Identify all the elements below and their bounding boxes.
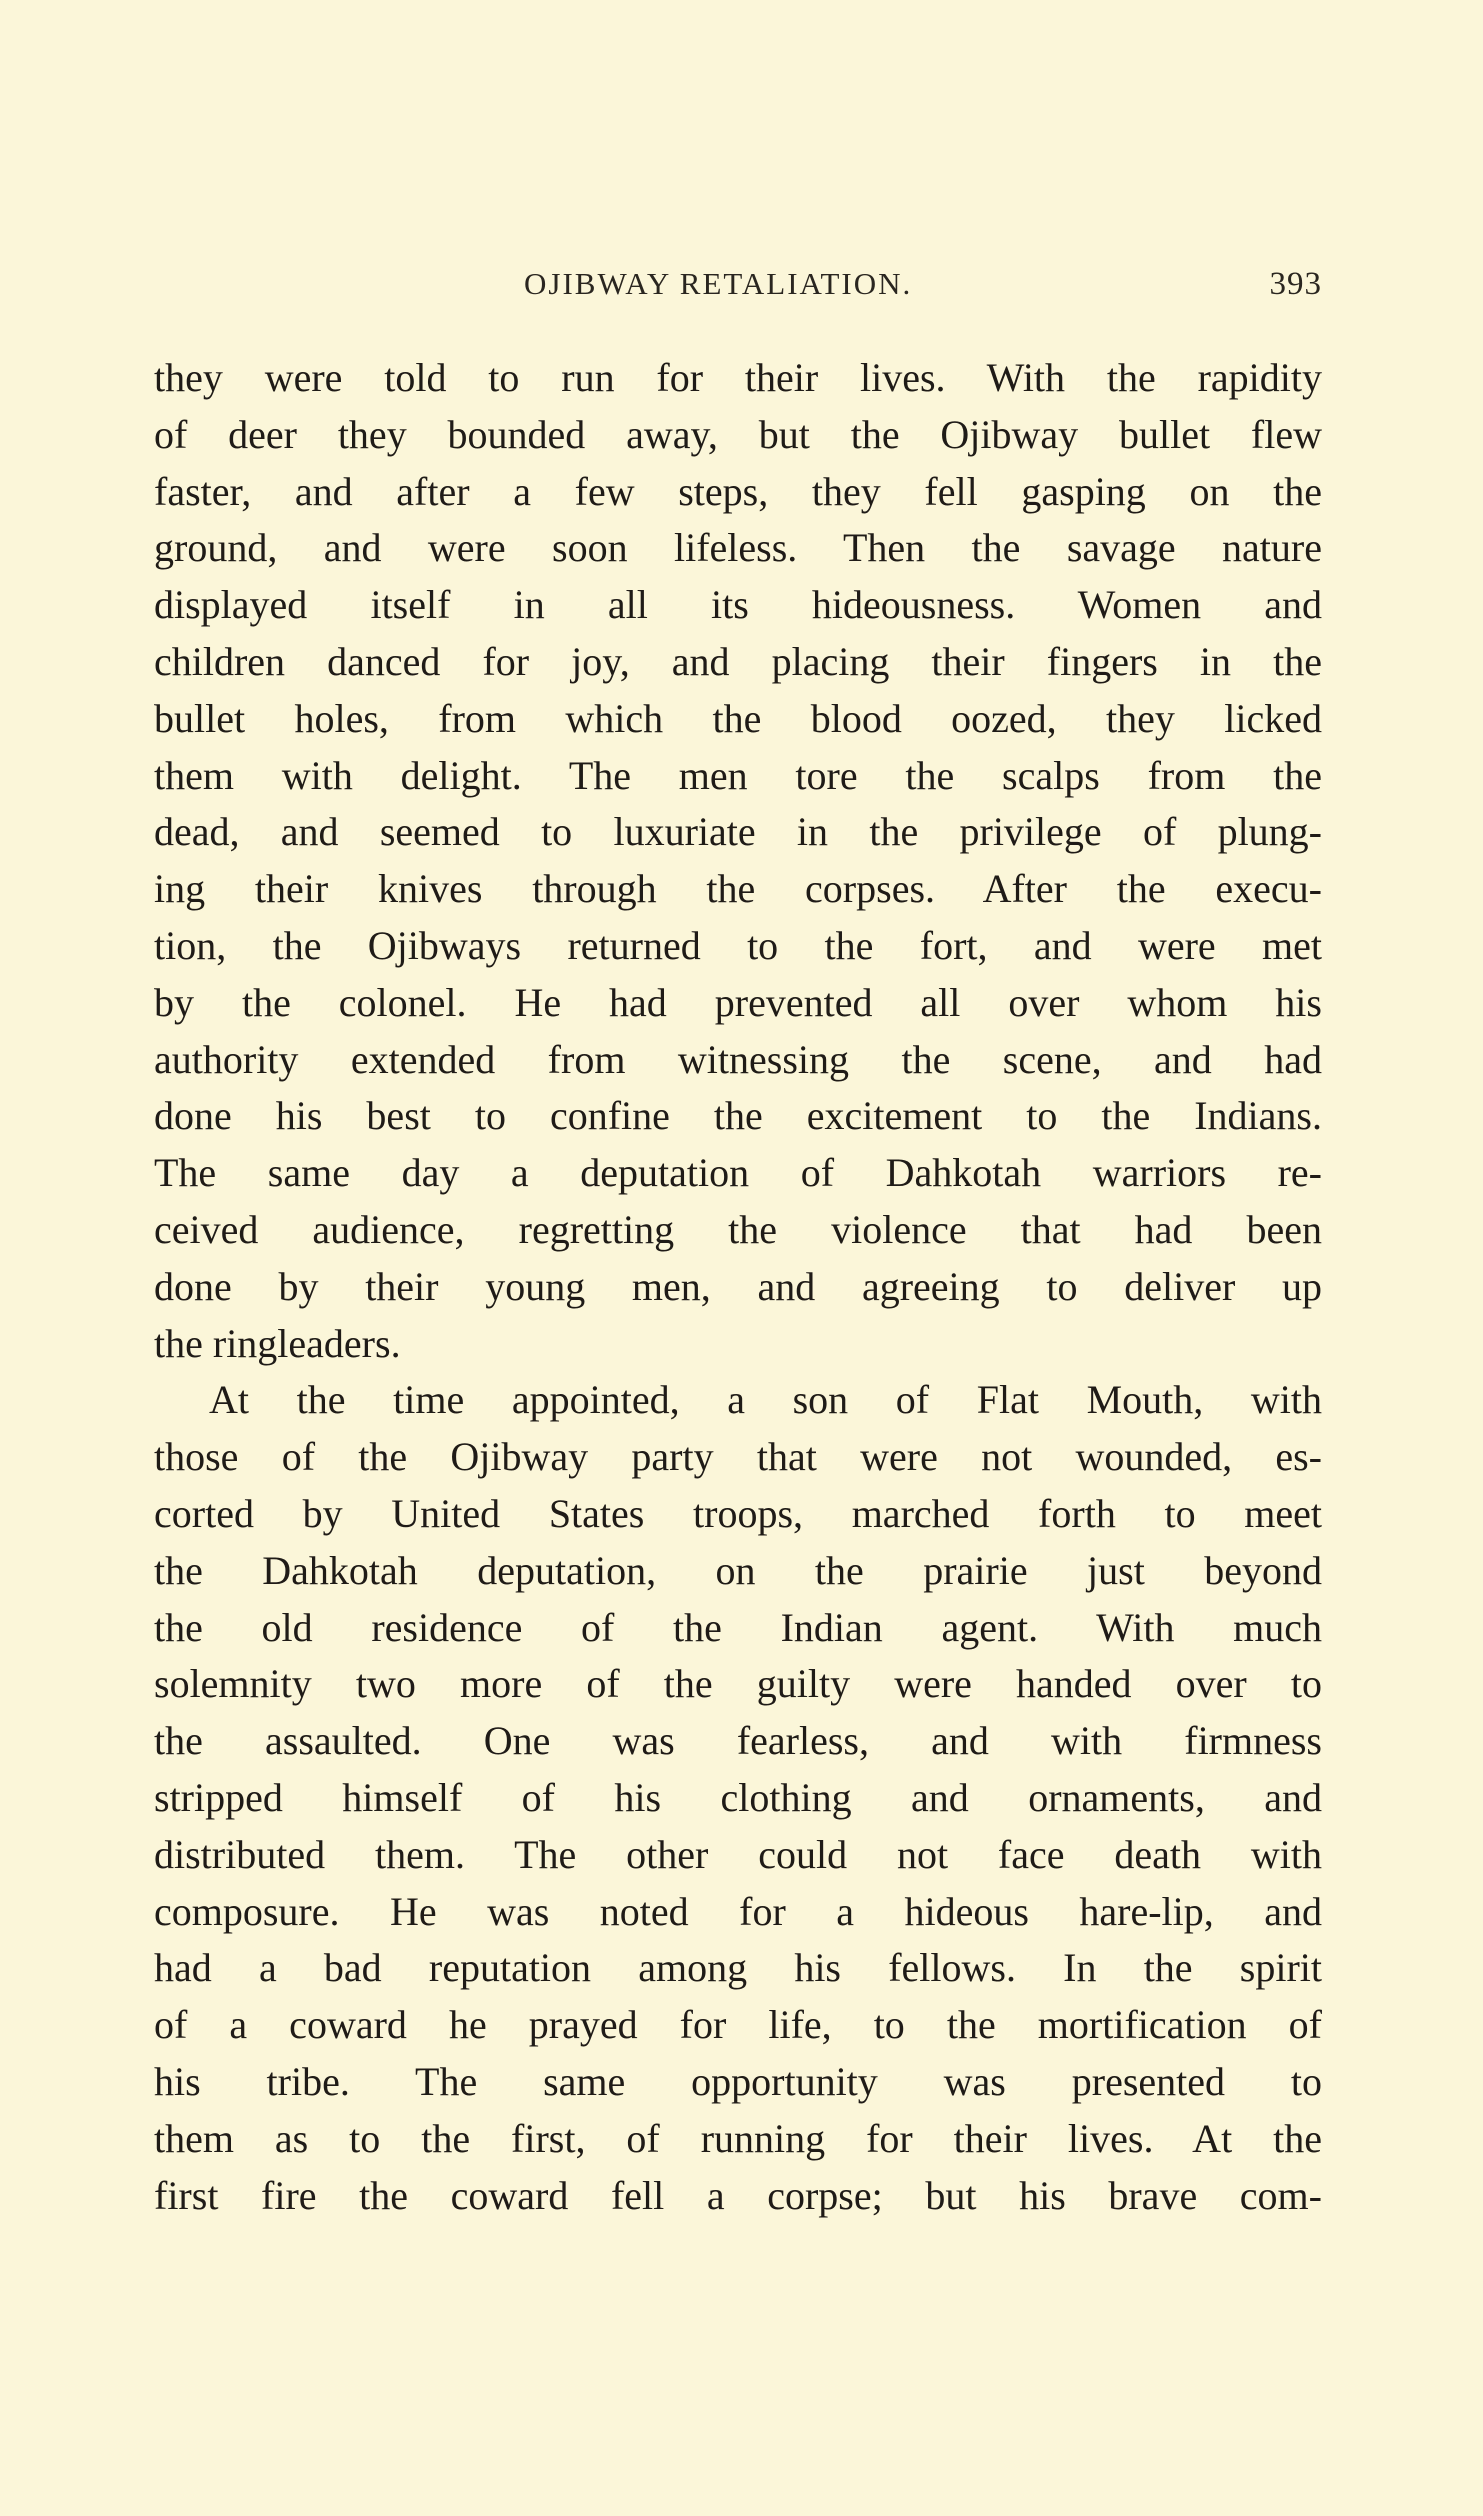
text-line: The same day a deputation of Dahkotah warriors re-	[154, 1150, 1322, 1196]
text-line: faster, and after a few steps, they fell gasping on the	[154, 468, 1322, 514]
text-line: distributed them. The other could not face death with	[154, 1831, 1322, 1877]
text-line: them with delight. The men tore the scalps from the	[154, 752, 1322, 798]
text-line: they were told to run for their lives. With the rapidity	[154, 355, 1322, 400]
text-line: of a coward he prayed for life, to the mortification of	[154, 2002, 1322, 2048]
text-line: them as to the first, of running for their lives. At the	[154, 2115, 1322, 2161]
running-title: OJIBWAY RETALIATION.	[524, 266, 913, 301]
text-line: displayed itself in all its hideousness. Women and	[154, 582, 1322, 628]
text-line: composure. He was noted for a hideous hare-lip, and	[154, 1888, 1322, 1934]
text-line: the old residence of the Indian agent. With much	[154, 1604, 1322, 1650]
text-line: stripped himself of his clothing and ornaments, and	[154, 1774, 1322, 1820]
text-line: dead, and seemed to luxuriate in the privilege of plung-	[154, 809, 1322, 855]
text-line: his tribe. The same opportunity was presented to	[154, 2058, 1322, 2104]
text-line: ceived audience, regretting the violence that had been	[154, 1206, 1322, 1252]
text-line: had a bad reputation among his fellows. In the spirit	[154, 1945, 1322, 1991]
text-line: the Dahkotah deputation, on the prairie just beyond	[154, 1547, 1322, 1593]
text-line: the assaulted. One was fearless, and with firmness	[154, 1718, 1322, 1764]
running-head	[154, 266, 1322, 316]
text-line: ground, and were soon lifeless. Then the savage nature	[154, 525, 1322, 571]
text-line: corted by United States troops, marched forth to meet	[154, 1490, 1322, 1536]
page-number: 393	[1269, 266, 1322, 302]
text-line: of deer they bounded away, but the Ojibway bullet flew	[154, 411, 1322, 457]
body-text	[154, 350, 1322, 2224]
text-line: children danced for joy, and placing their fingers in the	[154, 638, 1322, 684]
text-line: first fire the coward fell a corpse; but his brave com-	[154, 2172, 1322, 2218]
text-line: tion, the Ojibways returned to the fort, and were met	[154, 922, 1322, 968]
text-line: solemnity two more of the guilty were handed over to	[154, 1661, 1322, 1707]
text-line: ing their knives through the corpses. After the execu-	[154, 866, 1322, 912]
text-line: bullet holes, from which the blood oozed, they licked	[154, 695, 1322, 741]
paragraph-end-line: the ringleaders.	[154, 1320, 401, 1366]
text-line: those of the Ojibway party that were not wounded, es-	[154, 1434, 1322, 1480]
text-line: done by their young men, and agreeing to deliver up	[154, 1263, 1322, 1309]
paragraph-start-line: At the time appointed, a son of Flat Mouth, with	[209, 1377, 1322, 1423]
text-line: authority extended from witnessing the scene, and had	[154, 1036, 1322, 1082]
text-line: by the colonel. He had prevented all over whom his	[154, 979, 1322, 1025]
text-line: done his best to confine the excitement to the Indians.	[154, 1093, 1322, 1139]
